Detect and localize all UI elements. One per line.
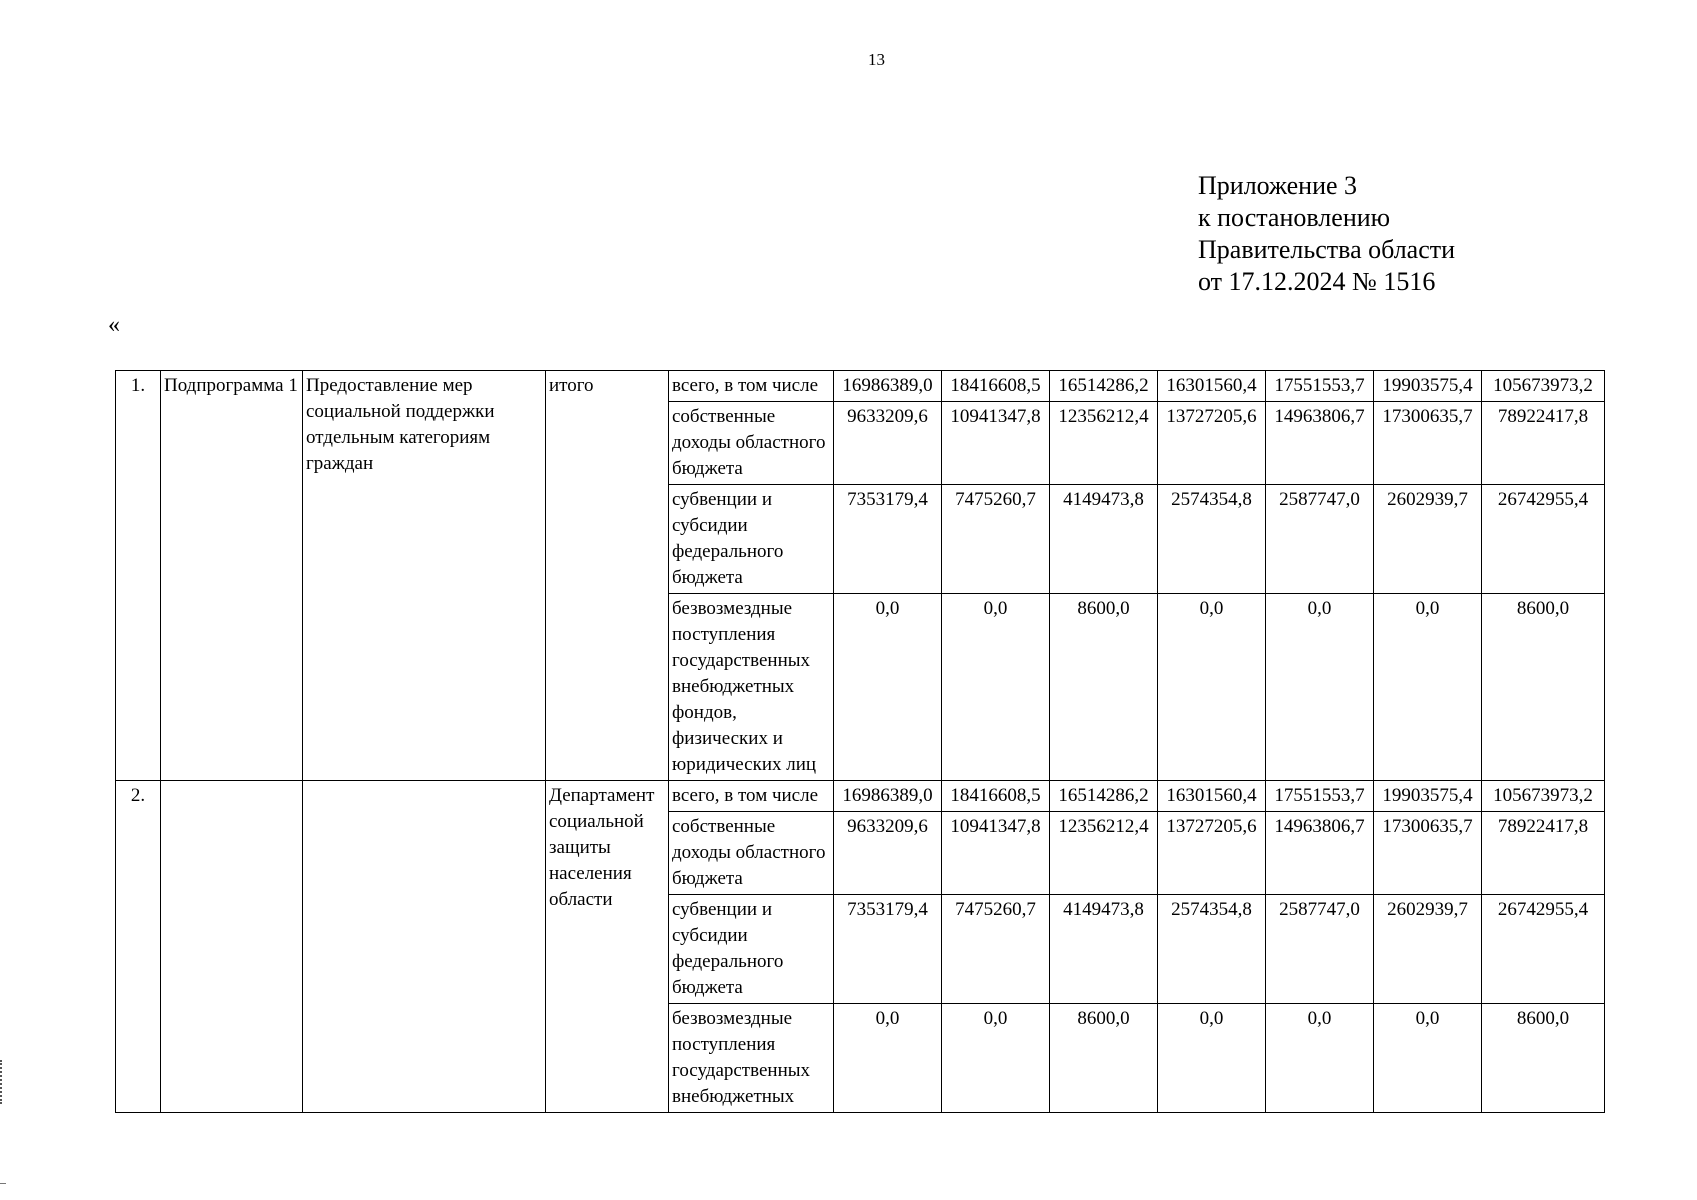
value-cell: 0,0 (1266, 594, 1374, 781)
value-cell: 2587747,0 (1266, 895, 1374, 1004)
budget-table (115, 370, 1605, 1113)
scan-edge-tick (0, 1183, 6, 1184)
value-cell: 10941347,8 (942, 812, 1050, 895)
total-cell: 105673973,2 (1482, 371, 1605, 402)
value-cell: 17551553,7 (1266, 371, 1374, 402)
value-cell: 7353179,4 (834, 895, 942, 1004)
appendix-line-3: Правительства области (1198, 235, 1456, 264)
opening-quote: « (108, 312, 120, 338)
table-row (116, 781, 1605, 812)
total-cell: 26742955,4 (1482, 485, 1605, 594)
value-cell: 0,0 (1266, 1004, 1374, 1113)
total-cell: 26742955,4 (1482, 895, 1605, 1004)
source-label: всего, в том числе (669, 371, 834, 402)
total-cell: 8600,0 (1482, 594, 1605, 781)
value-cell: 9633209,6 (834, 812, 942, 895)
value-cell: 2574354,8 (1158, 485, 1266, 594)
value-cell: 10941347,8 (942, 402, 1050, 485)
value-cell: 7475260,7 (942, 895, 1050, 1004)
source-label: безвозмездные поступления государственных внебюджетных (669, 1004, 834, 1113)
value-cell: 18416608,5 (942, 781, 1050, 812)
value-cell: 17300635,7 (1374, 402, 1482, 485)
value-cell: 17551553,7 (1266, 781, 1374, 812)
appendix-line-1: Приложение 3 (1198, 171, 1358, 200)
row-number: 1. (116, 371, 161, 781)
value-cell: 19903575,4 (1374, 371, 1482, 402)
value-cell: 17300635,7 (1374, 812, 1482, 895)
value-cell: 4149473,8 (1050, 895, 1158, 1004)
total-cell: 105673973,2 (1482, 781, 1605, 812)
value-cell: 16514286,2 (1050, 781, 1158, 812)
value-cell: 14963806,7 (1266, 402, 1374, 485)
value-cell: 9633209,6 (834, 402, 942, 485)
source-label: собственные доходы областного бюджета (669, 402, 834, 485)
value-cell: 7475260,7 (942, 485, 1050, 594)
value-cell: 13727205,6 (1158, 402, 1266, 485)
table-row (116, 371, 1605, 402)
total-cell: 8600,0 (1482, 1004, 1605, 1113)
value-cell: 2587747,0 (1266, 485, 1374, 594)
appendix-line-2: к постановлению (1198, 203, 1391, 232)
program-status: Подпрограмма 1 (161, 371, 303, 781)
source-label: всего, в том числе (669, 781, 834, 812)
value-cell: 19903575,4 (1374, 781, 1482, 812)
value-cell: 13727205,6 (1158, 812, 1266, 895)
value-cell: 2602939,7 (1374, 895, 1482, 1004)
value-cell: 18416608,5 (942, 371, 1050, 402)
source-label: безвозмездные поступления государственных внебюджетных фондов, физических и юридических лиц (669, 594, 834, 781)
value-cell: 2602939,7 (1374, 485, 1482, 594)
value-cell: 12356212,4 (1050, 812, 1158, 895)
value-cell: 2574354,8 (1158, 895, 1266, 1004)
value-cell: 0,0 (1158, 594, 1266, 781)
value-cell: 0,0 (1374, 1004, 1482, 1113)
program-status (161, 781, 303, 1113)
value-cell: 16301560,4 (1158, 781, 1266, 812)
executor: Департамент социальной защиты населения области (546, 781, 669, 1113)
program-name: Предоставление мер социальной поддержки отдельным категориям граждан (303, 371, 546, 781)
source-label: собственные доходы областного бюджета (669, 812, 834, 895)
value-cell: 7353179,4 (834, 485, 942, 594)
value-cell: 0,0 (1374, 594, 1482, 781)
value-cell: 16986389,0 (834, 371, 942, 402)
value-cell: 0,0 (942, 1004, 1050, 1113)
page-number: 13 (868, 50, 885, 69)
source-label: субвенции и субсидии федерального бюджета (669, 895, 834, 1004)
row-number: 2. (116, 781, 161, 1113)
value-cell: 12356212,4 (1050, 402, 1158, 485)
value-cell: 8600,0 (1050, 1004, 1158, 1113)
value-cell: 0,0 (1158, 1004, 1266, 1113)
appendix-line-4: от 17.12.2024 № 1516 (1198, 267, 1436, 296)
value-cell: 0,0 (834, 1004, 942, 1113)
value-cell: 16301560,4 (1158, 371, 1266, 402)
program-name (303, 781, 546, 1113)
scan-edge-mark (0, 1060, 8, 1104)
value-cell: 4149473,8 (1050, 485, 1158, 594)
value-cell: 16514286,2 (1050, 371, 1158, 402)
value-cell: 0,0 (834, 594, 942, 781)
value-cell: 0,0 (942, 594, 1050, 781)
executor: итого (546, 371, 669, 781)
value-cell: 8600,0 (1050, 594, 1158, 781)
appendix-header (1198, 170, 1455, 298)
value-cell: 14963806,7 (1266, 812, 1374, 895)
value-cell: 16986389,0 (834, 781, 942, 812)
total-cell: 78922417,8 (1482, 812, 1605, 895)
source-label: субвенции и субсидии федерального бюджета (669, 485, 834, 594)
total-cell: 78922417,8 (1482, 402, 1605, 485)
